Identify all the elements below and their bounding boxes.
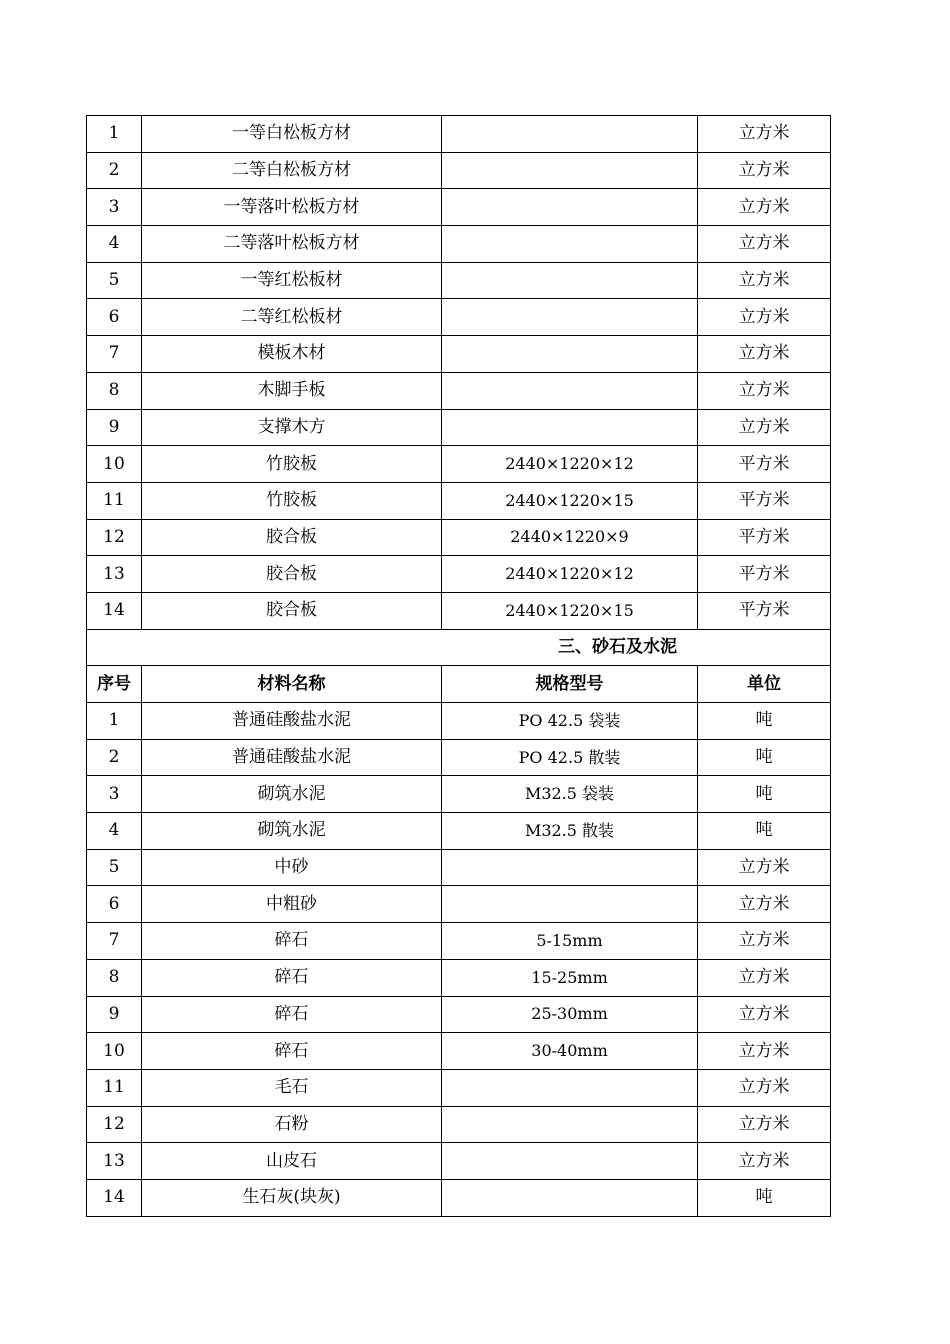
cell-no: 7	[87, 336, 142, 373]
cell-name: 碎石	[142, 996, 442, 1033]
cell-unit: 立方米	[698, 299, 831, 336]
cell-no: 10	[87, 446, 142, 483]
table-row	[87, 996, 831, 1033]
cell-name: 碎石	[142, 959, 442, 996]
cell-unit: 立方米	[698, 1069, 831, 1106]
table-row	[87, 262, 831, 299]
cell-unit: 立方米	[698, 1143, 831, 1180]
cell-spec: M32.5 散装	[442, 813, 698, 850]
table-row	[87, 482, 831, 519]
cell-no: 3	[87, 776, 142, 813]
cell-unit: 立方米	[698, 1033, 831, 1070]
cell-unit: 平方米	[698, 482, 831, 519]
cell-no: 4	[87, 226, 142, 263]
cell-spec	[442, 299, 698, 336]
cell-no: 10	[87, 1033, 142, 1070]
cell-spec: 2440×1220×15	[442, 482, 698, 519]
section-title-row	[87, 629, 831, 666]
table-row	[87, 739, 831, 776]
lumber-section-body	[87, 116, 831, 630]
header-name: 材料名称	[142, 666, 442, 703]
cell-unit: 立方米	[698, 226, 831, 263]
cell-no: 8	[87, 372, 142, 409]
table-row	[87, 1069, 831, 1106]
cell-name: 一等红松板材	[142, 262, 442, 299]
cell-unit: 立方米	[698, 409, 831, 446]
cell-name: 竹胶板	[142, 482, 442, 519]
cell-unit: 立方米	[698, 923, 831, 960]
cell-spec: 2440×1220×12	[442, 446, 698, 483]
cell-no: 5	[87, 262, 142, 299]
cell-spec	[442, 336, 698, 373]
cell-spec	[442, 152, 698, 189]
cell-unit: 立方米	[698, 849, 831, 886]
cell-no: 14	[87, 592, 142, 629]
cell-spec	[442, 189, 698, 226]
table-row	[87, 1033, 831, 1070]
cell-unit: 立方米	[698, 959, 831, 996]
table-row	[87, 592, 831, 629]
materials-table	[86, 115, 831, 1217]
header-unit: 单位	[698, 666, 831, 703]
table-row	[87, 409, 831, 446]
table-row	[87, 226, 831, 263]
table-row	[87, 189, 831, 226]
table-row	[87, 519, 831, 556]
cell-spec: 15-25mm	[442, 959, 698, 996]
cell-unit: 吨	[698, 813, 831, 850]
table-row	[87, 336, 831, 373]
cell-spec	[442, 262, 698, 299]
cell-no: 14	[87, 1179, 142, 1216]
cell-no: 6	[87, 886, 142, 923]
cell-no: 8	[87, 959, 142, 996]
cell-name: 碎石	[142, 1033, 442, 1070]
cell-no: 4	[87, 813, 142, 850]
cell-no: 2	[87, 739, 142, 776]
cell-unit: 吨	[698, 776, 831, 813]
table-row	[87, 299, 831, 336]
cell-unit: 平方米	[698, 446, 831, 483]
section-title: 三、砂石及水泥	[87, 629, 831, 666]
cell-unit: 立方米	[698, 336, 831, 373]
cell-spec	[442, 409, 698, 446]
cell-unit: 立方米	[698, 116, 831, 153]
cell-spec	[442, 1143, 698, 1180]
cell-no: 1	[87, 703, 142, 740]
cell-no: 6	[87, 299, 142, 336]
cell-name: 木脚手板	[142, 372, 442, 409]
cell-name: 石粉	[142, 1106, 442, 1143]
cell-unit: 平方米	[698, 556, 831, 593]
cell-spec	[442, 226, 698, 263]
cell-name: 二等白松板方材	[142, 152, 442, 189]
cell-name: 一等白松板方材	[142, 116, 442, 153]
cell-spec	[442, 849, 698, 886]
cell-unit: 立方米	[698, 152, 831, 189]
cell-name: 胶合板	[142, 556, 442, 593]
table-row	[87, 1143, 831, 1180]
cell-spec	[442, 116, 698, 153]
cell-no: 9	[87, 409, 142, 446]
table-row	[87, 1106, 831, 1143]
cell-no: 2	[87, 152, 142, 189]
cell-unit: 平方米	[698, 592, 831, 629]
cell-spec: M32.5 袋装	[442, 776, 698, 813]
cell-unit: 立方米	[698, 996, 831, 1033]
cell-spec: PO 42.5 散装	[442, 739, 698, 776]
table-row	[87, 372, 831, 409]
cell-name: 中砂	[142, 849, 442, 886]
cell-unit: 吨	[698, 703, 831, 740]
header-no: 序号	[87, 666, 142, 703]
cell-spec: 2440×1220×15	[442, 592, 698, 629]
cell-name: 支撑木方	[142, 409, 442, 446]
table-row	[87, 776, 831, 813]
cell-spec: 5-15mm	[442, 923, 698, 960]
cell-name: 砌筑水泥	[142, 776, 442, 813]
table-row	[87, 152, 831, 189]
cell-spec: 30-40mm	[442, 1033, 698, 1070]
cell-name: 模板木材	[142, 336, 442, 373]
cell-name: 一等落叶松板方材	[142, 189, 442, 226]
cell-spec	[442, 1179, 698, 1216]
cell-name: 二等红松板材	[142, 299, 442, 336]
cell-name: 普通硅酸盐水泥	[142, 703, 442, 740]
header-row	[87, 666, 831, 703]
header-spec: 规格型号	[442, 666, 698, 703]
table-row	[87, 813, 831, 850]
cell-name: 胶合板	[142, 592, 442, 629]
table-row	[87, 1179, 831, 1216]
cell-no: 9	[87, 996, 142, 1033]
cell-unit: 平方米	[698, 519, 831, 556]
cell-unit: 立方米	[698, 886, 831, 923]
cell-no: 7	[87, 923, 142, 960]
cell-spec	[442, 1069, 698, 1106]
cell-name: 山皮石	[142, 1143, 442, 1180]
cell-name: 竹胶板	[142, 446, 442, 483]
cell-name: 中粗砂	[142, 886, 442, 923]
cell-no: 13	[87, 556, 142, 593]
cell-unit: 立方米	[698, 372, 831, 409]
cell-name: 砌筑水泥	[142, 813, 442, 850]
cell-spec	[442, 886, 698, 923]
cell-spec: 2440×1220×12	[442, 556, 698, 593]
cell-no: 12	[87, 519, 142, 556]
table-row	[87, 886, 831, 923]
cell-no: 5	[87, 849, 142, 886]
cell-no: 3	[87, 189, 142, 226]
cell-no: 11	[87, 1069, 142, 1106]
cell-unit: 立方米	[698, 262, 831, 299]
cell-spec	[442, 1106, 698, 1143]
cell-name: 普通硅酸盐水泥	[142, 739, 442, 776]
sand-stone-cement-section-body	[87, 629, 831, 1216]
table-row	[87, 923, 831, 960]
table-row	[87, 703, 831, 740]
cell-name: 碎石	[142, 923, 442, 960]
cell-no: 1	[87, 116, 142, 153]
table-row	[87, 556, 831, 593]
cell-name: 二等落叶松板方材	[142, 226, 442, 263]
cell-name: 生石灰(块灰)	[142, 1179, 442, 1216]
cell-spec	[442, 372, 698, 409]
cell-spec: PO 42.5 袋装	[442, 703, 698, 740]
table-row	[87, 446, 831, 483]
table-row	[87, 116, 831, 153]
cell-no: 13	[87, 1143, 142, 1180]
cell-spec: 25-30mm	[442, 996, 698, 1033]
cell-name: 胶合板	[142, 519, 442, 556]
cell-no: 11	[87, 482, 142, 519]
cell-unit: 吨	[698, 739, 831, 776]
cell-name: 毛石	[142, 1069, 442, 1106]
table-row	[87, 849, 831, 886]
cell-unit: 立方米	[698, 1106, 831, 1143]
cell-unit: 吨	[698, 1179, 831, 1216]
cell-no: 12	[87, 1106, 142, 1143]
cell-spec: 2440×1220×9	[442, 519, 698, 556]
table-row	[87, 959, 831, 996]
cell-unit: 立方米	[698, 189, 831, 226]
